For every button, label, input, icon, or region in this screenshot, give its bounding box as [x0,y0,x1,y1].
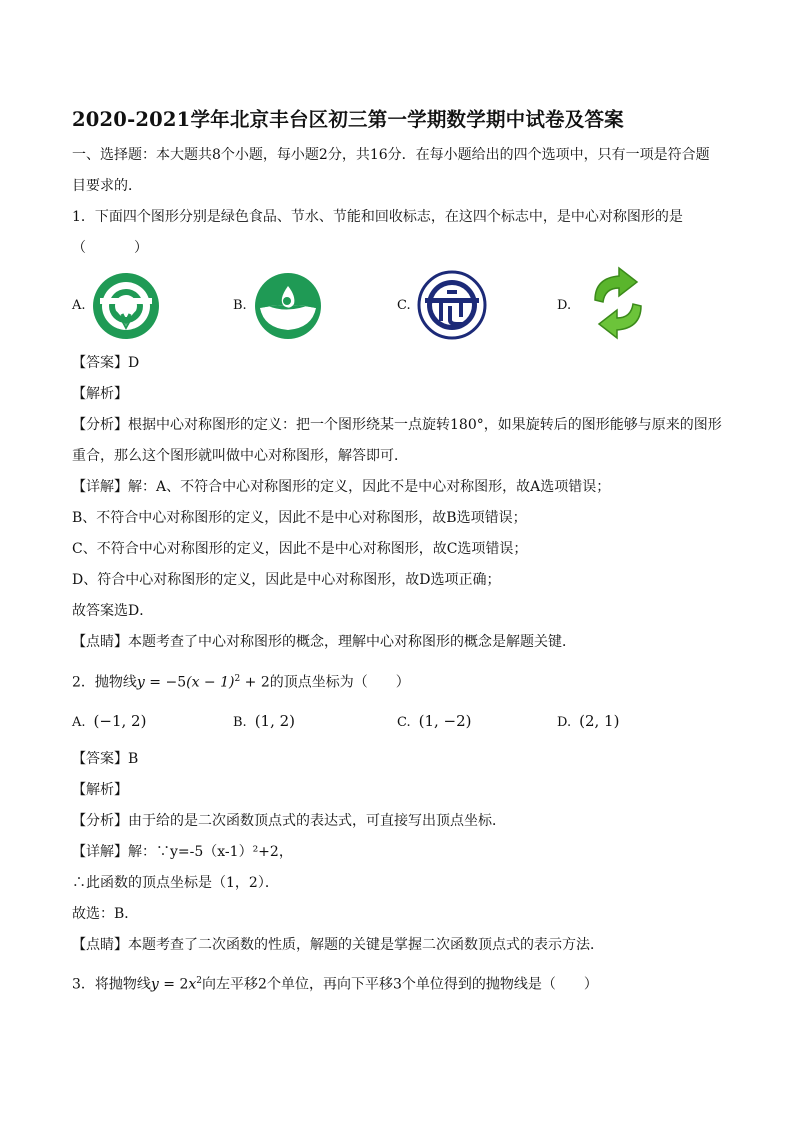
q1-stem: 1．下面四个图形分别是绿色食品、节水、节能和回收标志，在这四个标志中，是中心对称图形的是 [72,209,683,225]
document-title: 2020-2021学年北京丰台区初三第一学期数学期中试卷及答案 [72,108,624,131]
q2-key-point: 【点睛】本题考查了二次函数的性质，解题的关键是掌握二次函数顶点式的表示方法． [72,937,604,953]
q1-answer-paren: （ ） [72,240,148,256]
q1-option-d-label: D. [557,298,572,313]
q1-analysis-line-1: 【分析】根据中心对称图形的定义：把一个图形绕某一点旋转180°，如果旋转后的图形能够与原来的图形 [72,417,722,433]
q1-option-b-label: B. [233,298,247,313]
q2-analysis: 【分析】由于给的是二次函数顶点式的表达式，可直接写出顶点坐标． [72,813,506,829]
q2-stem: 2．抛物线$y = -5(x - 1)^2 + 2$的顶点坐标为（ ） [72,674,410,691]
q2-detail-line-2: ∴此函数的顶点坐标是（1，2）． [72,875,279,891]
q1-detail-line-4: D、符合中心对称图形的定义，因此是中心对称图形，故D选项正确； [72,572,501,588]
q2-detail-line-3: 故选：B． [72,906,139,922]
green-food-logo-icon [92,272,160,340]
q1-detail-line-2: B、不符合中心对称图形的定义，因此不是中心对称图形，故B选项错误； [72,510,527,526]
q1-key-point: 【点睛】本题考查了中心对称图形的概念，理解中心对称图形的概念是解题关键． [72,634,576,650]
q1-detail-line-3: C、不符合中心对称图形的定义，因此不是中心对称图形，故C选项错误； [72,541,528,557]
q3-stem: 3．将抛物线$y = 2x^2$向左平移2个单位，再向下平移3个单位得到的抛物线是（ ） [72,976,598,993]
q1-option-a-label: A. [72,298,86,313]
q2-jiexi-heading: 【解析】 [72,782,128,798]
q3-formula-y: y [150,976,159,993]
q2-option-b: B. (1, 2) [233,712,296,730]
q2-option-c: C. (1, −2) [397,712,472,730]
energy-saving-logo-icon [417,270,487,340]
q1-detail-line-5: 故答案选D． [72,603,154,619]
q1-jiexi-heading: 【解析】 [72,386,128,402]
q1-option-c-label: C. [397,298,411,313]
water-saving-logo-icon [254,272,322,340]
q1-answer: 【答案】D [72,355,140,371]
section-header: 一、选择题：本大题共8个小题，每小题2分，共16分．在每小题给出的四个选项中，只有一项是符合题 [72,147,710,163]
q1-analysis-line-2: 重合，那么这个图形就叫做中心对称图形，解答即可． [72,448,408,464]
q2-answer: 【答案】B [72,751,139,767]
q2-option-d: D. (2, 1) [557,712,620,730]
q2-detail-line-1: 【详解】解：∵y=-5（x-1）²+2， [72,844,293,860]
section-header-cont: 目要求的． [72,178,142,194]
q2-option-a: A. (−1, 2) [72,712,147,730]
q1-detail-line-1: 【详解】解：A、不符合中心对称图形的定义，因此不是中心对称图形，故A选项错误； [72,479,611,495]
q2-formula-y: y [136,674,145,691]
recycle-logo-icon [581,266,655,340]
